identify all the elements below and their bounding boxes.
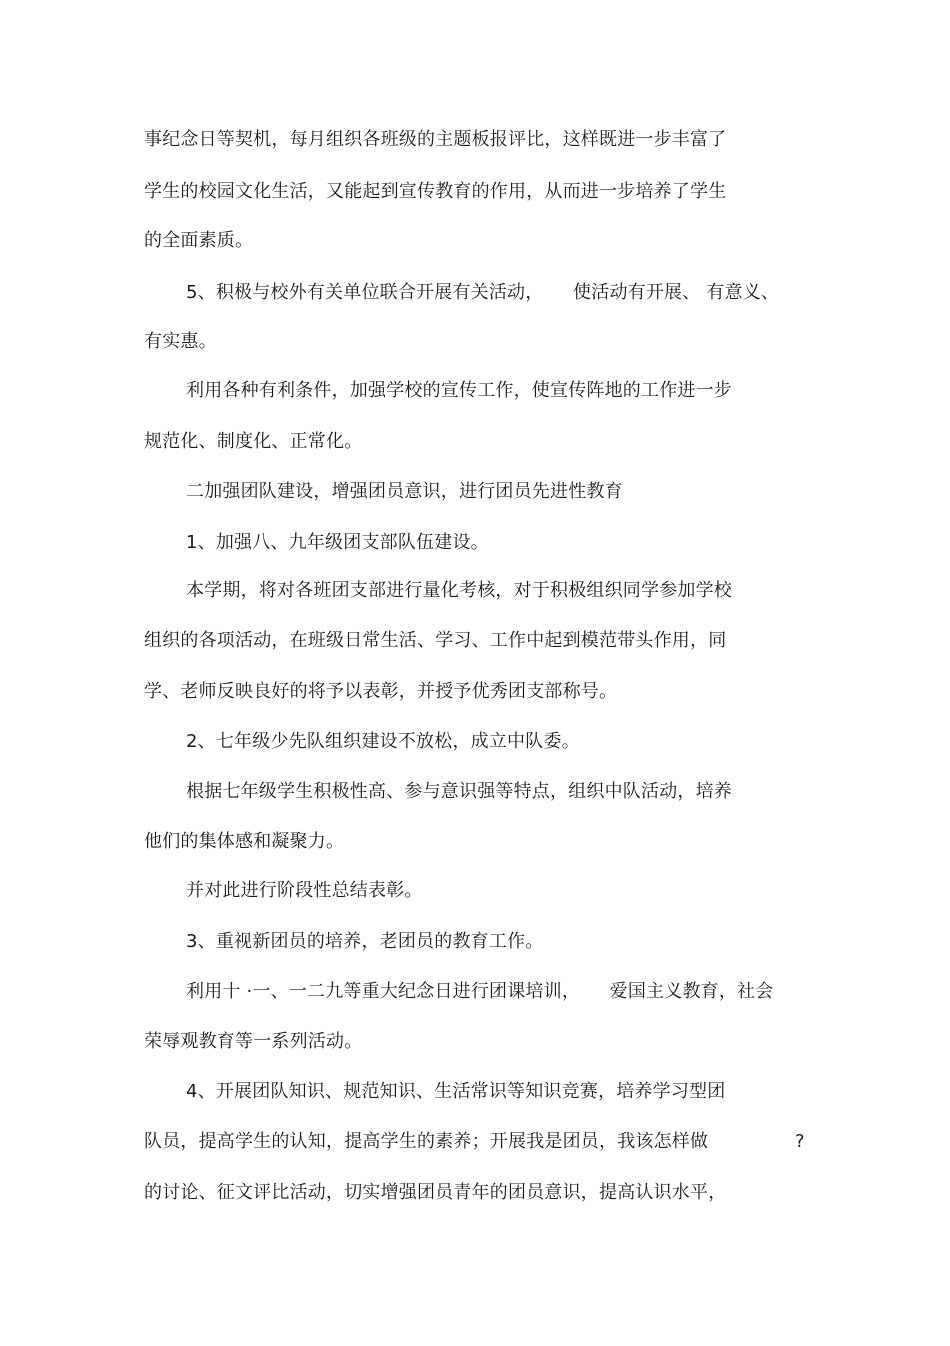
numbered-item-1: 1、加强八、九年级团支部队伍建设。 [186,532,489,553]
text-line: 学生的校园文化生活，又能起到宣传教育的作用，从而进一步培养了学生 [144,181,727,202]
section-heading: 二加强团队建设，增强团员意识，进行团员先进性教育 [186,481,623,502]
text-line: 组织的各项活动，在班级日常生活、学习、工作中起到模范带头作用，同 [144,630,727,651]
paragraph-start: 本学期，将对各班团支部进行量化考核，对于积极组织同学参加学校 [186,580,732,601]
numbered-item-4: 4、开展团队知识、规范知识、生活常识等知识竞赛，培养学习型团 [186,1081,726,1102]
question-mark: ? [795,1131,805,1152]
numbered-item-5: 5、积极与校外有关单位联合开展有关活动， 使活动有开展、 有意义、 [186,282,780,303]
text-line: 他们的集体感和凝聚力。 [144,831,345,852]
paragraph-start: 利用十 ·一、一二九等重大纪念日进行团课培训， 爱国主义教育，社会 [186,981,774,1002]
paragraph-start: 并对此进行阶段性总结表彰。 [186,880,423,901]
paragraph-start: 根据七年级学生积极性高、参与意识强等特点，组织中队活动，培养 [186,781,732,802]
text-line: 的讨论、征文评比活动，切实增强团员青年的团员意识，提高认识水平， [144,1182,727,1203]
text-line: 事纪念日等契机，每月组织各班级的主题板报评比，这样既进一步丰富了 [144,129,727,150]
text-line: 有实惠。 [144,331,217,352]
text-line: 规范化、制度化、正常化。 [144,431,363,452]
text-line: 的全面素质。 [144,230,254,251]
paragraph-start: 利用各种有利条件，加强学校的宣传工作，使宣传阵地的工作进一步 [186,380,732,401]
text-line: 学、老师反映良好的将予以表彰，并授予优秀团支部称号。 [144,681,618,702]
numbered-item-2: 2、七年级少先队组织建设不放松，成立中队委。 [186,731,580,752]
text-line: 队员，提高学生的认知，提高学生的素养；开展我是团员，我该怎样做 [144,1131,709,1152]
text-line: 荣辱观教育等一系列活动。 [144,1031,363,1052]
numbered-item-3: 3、重视新团员的培养，老团员的教育工作。 [186,931,544,952]
